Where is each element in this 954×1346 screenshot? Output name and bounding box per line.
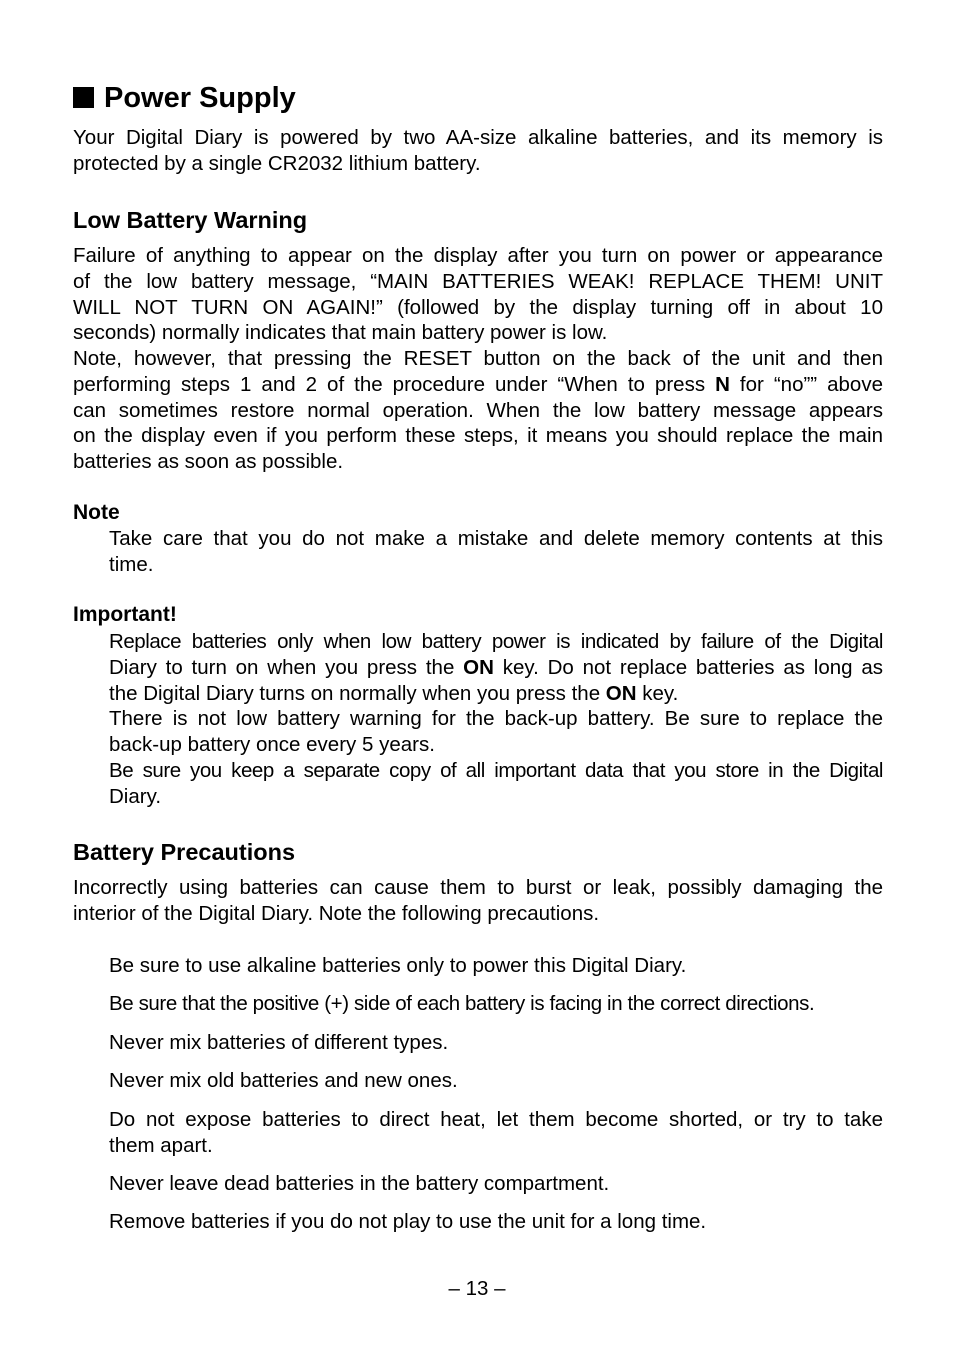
low-battery-line: WILL NOT TURN ON AGAIN!” (followed by the display turning off in about 10 (73, 295, 883, 319)
low-battery-line: can sometimes restore normal operation. When the low battery message appears (73, 398, 883, 422)
low-battery-paragraph-2 (73, 346, 883, 475)
important-paragraph (109, 629, 883, 810)
low-battery-line: of the low battery message, “MAIN BATTERIES WEAK! REPLACE THEM! UNIT (73, 269, 883, 293)
precaution-item: Never mix old batteries and new ones. (109, 1069, 458, 1092)
intro-line: protected by a single CR2032 lithium battery. (73, 151, 481, 175)
precautions-heading: Battery Precautions (73, 839, 296, 865)
important-line: Be sure you keep a separate copy of all important data that you store in the Digital (109, 758, 883, 782)
important-line: There is not low battery warning for the back-up battery. Be sure to replace the (109, 707, 883, 731)
precaution-item-line: Do not expose batteries to direct heat, let them become shorted, or try to take (109, 1108, 883, 1131)
page-title (73, 80, 296, 116)
page-number: – 13 – (448, 1277, 506, 1300)
important-line: back-up battery once every 5 years. (109, 733, 435, 757)
precaution-item (109, 1107, 883, 1159)
page-title-text: Power Supply (104, 82, 296, 114)
precaution-item: Never mix batteries of different types. (109, 1031, 449, 1054)
precaution-item: Never leave dead batteries in the battery compartment. (109, 1172, 610, 1195)
low-battery-paragraph-1 (73, 243, 883, 346)
key-on-label: ON (605, 681, 637, 705)
precaution-item: Be sure that the positive (+) side of each battery is facing in the correct directions. (109, 992, 815, 1015)
black-square-icon (73, 87, 94, 108)
note-paragraph (109, 526, 883, 578)
important-line: the Digital Diary turns on normally when you press the ON key. (109, 681, 679, 705)
intro-line: Your Digital Diary is powered by two AA-size alkaline batteries, and its memory is (73, 126, 883, 149)
key-on-label: ON (463, 655, 494, 679)
important-line: Diary. (109, 784, 162, 808)
intro-paragraph (73, 125, 883, 177)
precautions-intro-line: Incorrectly using batteries can cause them to burst or leak, possibly damaging the (73, 876, 883, 899)
low-battery-line: performing steps 1 and 2 of the procedure under “When to press N for “no”” above (73, 372, 883, 396)
low-battery-line: Failure of anything to appear on the display after you turn on power or appearance (73, 244, 883, 267)
low-battery-line: seconds) normally indicates that main battery power is low. (73, 321, 608, 345)
precautions-intro-line: interior of the Digital Diary. Note the following precautions. (73, 901, 600, 925)
important-heading: Important! (73, 603, 177, 626)
precaution-item-line: them apart. (109, 1133, 213, 1157)
key-n-label: N (715, 372, 730, 396)
precaution-item: Remove batteries if you do not play to use the unit for a long time. (109, 1210, 707, 1233)
note-heading: Note (73, 501, 120, 524)
low-battery-heading: Low Battery Warning (73, 207, 308, 233)
low-battery-line: Note, however, that pressing the RESET button on the back of the unit and then (73, 347, 883, 370)
precaution-item: Be sure to use alkaline batteries only to power this Digital Diary. (109, 954, 687, 977)
note-line: time. (109, 552, 154, 576)
low-battery-line: on the display even if you perform these steps, it means you should replace the main (73, 424, 883, 448)
important-line: Replace batteries only when low battery power is indicated by failure of the Digital (109, 630, 883, 653)
note-line: Take care that you do not make a mistake and delete memory contents at this (109, 527, 883, 550)
important-line: Diary to turn on when you press the ON key. Do not replace batteries as long as (109, 655, 884, 679)
precautions-intro (73, 875, 883, 927)
low-battery-line: batteries as soon as possible. (73, 450, 344, 474)
